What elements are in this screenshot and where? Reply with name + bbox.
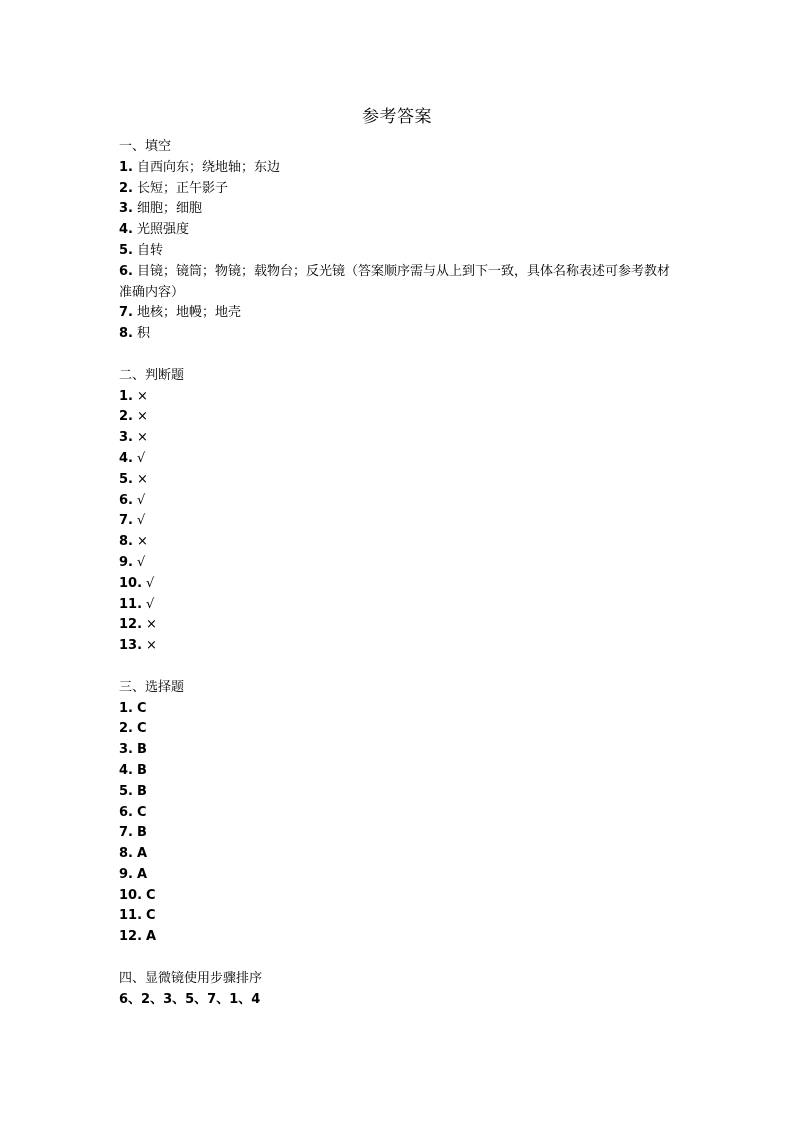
multiple-choice-item [119,823,679,844]
item-number: 8. [119,846,133,862]
item-number: 5. [119,471,133,487]
item-number: 2. [119,409,133,425]
multiple-choice-item [119,761,679,782]
true-false-item [119,387,679,408]
multiple-choice-item [119,803,679,824]
item-answer: A [146,929,157,945]
item-answer: 自西向东；绕地轴；东边 [136,159,280,175]
fill-blank-section [119,137,679,345]
item-answer: 地核；地幔；地壳 [136,305,241,321]
item-number: 5. [119,242,133,258]
item-number: 3. [119,430,133,446]
item-answer: B [136,762,147,778]
item-number: 5. [119,783,133,799]
item-answer: 积 [136,326,150,342]
fill-blank-heading: 一、填空 [119,139,172,154]
item-number: 9. [119,554,133,570]
fill-blank-item [119,179,679,200]
item-number: 11. [119,908,143,924]
ordering-heading: 四、显微镜使用步骤排序 [119,970,263,986]
multiple-choice-item [119,719,679,740]
fill-blank-item [119,220,679,241]
true-false-item [119,428,679,449]
item-answer: √ [136,513,146,529]
section-spacer [119,657,679,678]
item-answer: A [136,846,148,862]
true-false-item [119,636,679,657]
fill-blank-item [119,262,679,304]
item-number: 2. [119,721,133,737]
item-answer: × [136,471,148,487]
fill-blank-item [119,199,679,220]
item-answer: 细胞；细胞 [136,201,202,217]
multiple-choice-heading: 三、选择题 [119,679,185,695]
item-number: 7. [119,305,133,321]
true-false-item [119,574,679,595]
multiple-choice-item [119,844,679,865]
item-answer: B [136,742,147,758]
item-answer: B [136,783,147,799]
item-answer: C [136,804,147,820]
multiple-choice-item [119,886,679,907]
item-answer: C [146,908,156,924]
item-answer: 目镜；镜筒；物镜；载物台；反光镜（答案顺序需与从上到下一致，具体名称表述可参考教材准确内容） [119,263,670,300]
item-number: 7. [119,825,133,841]
item-answer: × [136,534,148,550]
item-answer: √ [136,450,146,466]
item-number: 4. [119,450,133,466]
multiple-choice-section [119,678,679,948]
item-answer: × [136,430,148,446]
item-answer: A [136,866,148,882]
multiple-choice-item [119,906,679,927]
item-number: 7. [119,513,133,529]
item-answer: 光照强度 [136,222,189,238]
fill-blank-item [119,241,679,262]
multiple-choice-item [119,740,679,761]
item-number: 1. [119,700,133,716]
multiple-choice-item [119,927,679,948]
item-answer: C [146,887,156,903]
true-false-section [119,366,679,657]
item-answer: × [136,388,148,404]
section-spacer [119,948,679,969]
item-answer: √ [136,492,146,508]
true-false-item [119,470,679,491]
item-answer: √ [136,554,146,570]
item-answer: √ [146,575,155,591]
item-number: 6. [119,492,133,508]
ordering-answer: 6、2、3、5、7、1、4 [119,991,261,1007]
item-answer: C [136,700,147,716]
item-answer: × [146,638,157,654]
multiple-choice-item [119,865,679,886]
multiple-choice-item [119,699,679,720]
item-number: 2. [119,180,133,196]
item-answer: B [136,825,147,841]
item-number: 11. [119,596,143,612]
fill-blank-item [119,303,679,324]
item-number: 8. [119,534,133,550]
item-answer: × [146,617,157,633]
item-number: 10. [119,887,143,903]
multiple-choice-item [119,782,679,803]
item-number: 13. [119,638,143,654]
fill-blank-item [119,324,679,345]
true-false-item [119,449,679,470]
item-number: 6. [119,263,133,279]
item-answer: × [136,409,148,425]
item-number: 1. [119,159,133,175]
item-number: 3. [119,201,133,217]
item-answer: 自转 [136,242,163,258]
answer-content [119,137,679,1010]
true-false-item [119,553,679,574]
true-false-item [119,407,679,428]
item-number: 12. [119,617,143,633]
true-false-heading: 二、判断题 [119,367,185,383]
true-false-item [119,491,679,512]
item-number: 8. [119,326,133,342]
item-answer: 长短；正午影子 [136,180,228,196]
item-number: 10. [119,575,143,591]
true-false-item [119,595,679,616]
item-number: 4. [119,222,133,238]
page-title: 参考答案 [362,107,432,127]
section-spacer [119,345,679,366]
item-number: 6. [119,804,133,820]
item-number: 1. [119,388,133,404]
ordering-section [119,969,679,1011]
item-number: 3. [119,742,133,758]
true-false-item [119,615,679,636]
fill-blank-item [119,158,679,179]
item-number: 9. [119,866,133,882]
true-false-item [119,511,679,532]
item-answer: C [136,721,147,737]
item-number: 4. [119,762,133,778]
item-number: 12. [119,929,143,945]
true-false-item [119,532,679,553]
item-answer: √ [146,596,155,612]
